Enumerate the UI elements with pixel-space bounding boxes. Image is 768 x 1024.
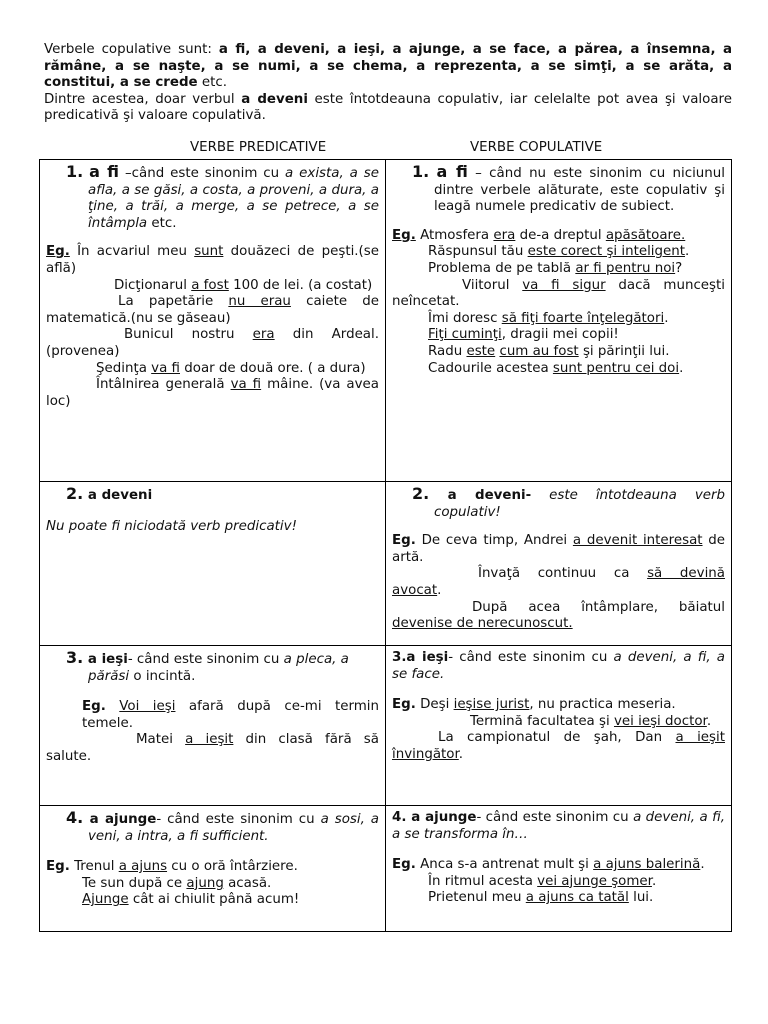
- eg-label: Eg.: [82, 699, 106, 715]
- examples: [392, 228, 725, 377]
- example-text: şi părinţii lui.: [578, 343, 670, 359]
- eg-label: Eg.: [46, 244, 70, 260]
- example-sentence: [46, 294, 379, 327]
- underlined-verb: Ajunge: [82, 892, 129, 908]
- example-text: Viitorul: [462, 277, 523, 293]
- item-number: 3.: [66, 648, 84, 667]
- examples: [46, 244, 379, 410]
- examples: [392, 697, 725, 763]
- example-sentence: [46, 699, 379, 732]
- definition: [46, 810, 379, 845]
- item-number: 3.: [392, 650, 407, 665]
- example-text: În acvariul meu: [77, 244, 195, 260]
- underlined-verb: a ajuns ca tatăl: [525, 890, 629, 906]
- definition-text: este întotdeauna verb copulativ!: [434, 488, 725, 520]
- underlined-verb: a devenit interesat: [572, 533, 703, 549]
- example-sentence: [392, 361, 725, 378]
- underlined-verb: nu erau: [228, 294, 291, 310]
- example-sentence: [392, 857, 725, 874]
- cell-predicative-a-iesi: [40, 646, 386, 806]
- example-text: , nu practica meseria.: [529, 697, 676, 713]
- underlined-verb: să fiţi foarte înţelegători: [501, 310, 665, 326]
- intro-text-span: este întotdeauna copulativ, iar celelalte pot avea şi valoare predicativă şi valoare copulativă.: [44, 91, 732, 124]
- example-text: După acea întâmplare, băiatul: [472, 599, 725, 615]
- example-text: lui.: [628, 890, 654, 906]
- verbs-table: [39, 159, 732, 932]
- cell-predicative-a-ajunge: [40, 806, 386, 932]
- example-sentence: [392, 730, 725, 763]
- example-text: douăzeci de peşti.(se află): [46, 244, 380, 276]
- example-text: Atmosfera: [415, 227, 494, 243]
- example-sentence: [46, 859, 379, 876]
- examples: [46, 859, 379, 909]
- synonyms: a deveni, a fi, a se face.: [392, 650, 725, 682]
- example-text: Matei: [136, 732, 186, 748]
- cell-copulative-a-iesi: [386, 646, 732, 806]
- cell-copulative-a-fi: [386, 160, 732, 482]
- verb-name: a fi: [436, 162, 468, 181]
- example-text: mâine. (va avea loc): [46, 377, 379, 409]
- example-sentence: [392, 311, 725, 328]
- underlined-verb: ajung: [186, 875, 224, 891]
- example-sentence: [46, 327, 379, 360]
- example-text: cu o oră întârziere.: [167, 859, 298, 875]
- example-sentence: [392, 697, 725, 714]
- example-text: 100 de lei. (a costat): [228, 277, 373, 293]
- underlined-predicative: apăsătoare.: [605, 227, 686, 243]
- intro-paragraph-1: [44, 42, 732, 92]
- eg-label: Eg.: [392, 533, 416, 549]
- example-text: Bunicul nostru: [124, 327, 253, 343]
- intro-text: [44, 42, 732, 125]
- example-text: .: [437, 582, 442, 598]
- example-sentence: [46, 892, 379, 909]
- synonyms: a exista, a se afla, a se găsi, a costa, a proveni, a dura, a ţine, a trăi, a merge, a se petrece, a se întâmpla: [88, 166, 379, 231]
- underlined-verb: ieşise jurist: [453, 697, 530, 713]
- underlined-predicative: cum au fost: [499, 343, 579, 359]
- item-number: 1.: [66, 162, 84, 181]
- example-text: caiete de matematică.(nu se găseau): [46, 294, 379, 326]
- definition: [392, 486, 725, 521]
- item-number: 4.: [66, 808, 84, 827]
- example-sentence: [392, 714, 725, 731]
- eg-label: Eg.: [392, 857, 416, 873]
- example-text: acasă.: [223, 875, 272, 891]
- underlined-verb: sunt pentru cei doi: [552, 360, 680, 376]
- example-sentence: [46, 377, 379, 410]
- synonyms: a pleca, a părăsi: [88, 652, 349, 684]
- definition-text: - când este sinonim cu: [476, 810, 634, 825]
- example-text: dacă munceşti neîncetat.: [392, 277, 725, 310]
- example-text: Anca s-a antrenat mult şi: [415, 857, 594, 873]
- example-sentence: [392, 600, 725, 633]
- definition: [392, 164, 725, 216]
- example-text: Termină facultatea şi: [470, 713, 614, 729]
- intro-text-span: Dintre acestea, doar verbul: [44, 91, 242, 107]
- example-text: Cadourile acestea: [428, 360, 553, 376]
- intro-text-span: etc.: [197, 75, 227, 91]
- verb-name: a fi: [89, 162, 120, 181]
- underlined-verb: va fi: [151, 360, 180, 376]
- underlined-verb: va fi sigur: [522, 277, 606, 293]
- definition-text: etc.: [147, 215, 177, 231]
- definition: [46, 164, 379, 232]
- underlined-verb: ar fi pentru noi: [575, 260, 676, 276]
- example-text: de-a dreptul: [515, 227, 606, 243]
- underlined-verb: să devină avocat: [392, 566, 726, 598]
- example-text: La campionatul de şah, Dan: [438, 730, 676, 746]
- example-text: Radu: [428, 343, 467, 359]
- example-text: din Ardeal. (provenea): [46, 327, 379, 359]
- cell-copulative-a-ajunge: [386, 806, 732, 932]
- verb-name: a deveni: [83, 488, 153, 503]
- example-text: .: [700, 857, 705, 873]
- synonyms: a sosi, a veni, a intra, a fi sufficient.: [88, 812, 379, 844]
- example-sentence: [46, 244, 379, 277]
- example-sentence: [392, 566, 725, 599]
- example-text: .: [685, 244, 690, 260]
- definition: [392, 650, 725, 683]
- header-predicative: VERBE PREDICATIVE: [190, 140, 327, 155]
- example-text: de artă.: [392, 533, 726, 565]
- examples: [392, 857, 725, 907]
- underlined-verb: a ieşit: [185, 732, 234, 748]
- cell-predicative-a-fi: [40, 160, 386, 482]
- underlined-verb: era: [252, 327, 275, 343]
- example-sentence: [46, 876, 379, 893]
- example-text: afară după ce-mi termin temele.: [82, 699, 380, 731]
- example-text: Îmi doresc: [428, 310, 502, 326]
- example-sentence: [392, 890, 725, 907]
- table-row: [40, 482, 732, 646]
- example-text: , dragii mei copii!: [501, 327, 619, 343]
- example-text: .: [679, 360, 684, 376]
- verb-name: a ieşi: [83, 652, 128, 667]
- example-text: Problema de pe tablă: [428, 260, 576, 276]
- eg-label: Eg.: [392, 697, 416, 713]
- definition-text: - când este sinonim cu: [127, 652, 284, 667]
- underlined-verb: este corect şi inteligent: [527, 244, 686, 260]
- underlined-verb: devenise de nerecunoscut.: [392, 616, 573, 632]
- table-row: [40, 160, 732, 482]
- example-sentence: [392, 344, 725, 361]
- example-text: De ceva timp, Andrei: [415, 533, 573, 549]
- examples: [392, 533, 725, 633]
- underlined-verb: a ieşit învingător: [392, 730, 725, 762]
- example-text: .: [664, 310, 669, 326]
- always-copulative-verb: a deveni: [241, 91, 308, 107]
- header-copulative: VERBE COPULATIVE: [470, 140, 603, 155]
- note-text: Nu poate fi niciodată verb predicativ!: [46, 518, 297, 534]
- definition-text: - când este sinonim cu: [448, 650, 614, 665]
- verb-name: a ajunge: [406, 810, 477, 825]
- verb-name: a ieşi: [406, 650, 449, 665]
- example-sentence: [392, 228, 725, 245]
- example-text: Întâlnirea generală: [96, 377, 231, 393]
- example-text: din clasă fără să salute.: [46, 732, 379, 764]
- example-text: ?: [675, 260, 683, 276]
- example-text: .: [651, 873, 657, 889]
- table-row: [40, 806, 732, 932]
- example-text: .: [458, 746, 464, 762]
- definition-text: –când este sinonim cu: [119, 166, 286, 181]
- definition: [46, 650, 379, 685]
- intro-text-span: Verbele copulative sunt:: [44, 42, 219, 57]
- example-text: [106, 699, 119, 714]
- example-text: cât ai chiulit până acum!: [128, 892, 300, 908]
- example-sentence: [46, 278, 379, 295]
- example-sentence: [392, 261, 725, 278]
- example-sentence: [392, 278, 725, 311]
- example-text: Dicţionarul: [114, 277, 192, 293]
- example-text: Deşi: [415, 697, 454, 713]
- intro-paragraph-2: [44, 92, 732, 125]
- copulative-verbs-list: a fi, a deveni, a ieşi, a ajunge, a se face, a părea, a însemna, a rămâne, a se naşte, a se numi, a se chema, a reprezenta, a se simţi, a se arăta, a constitui, a se crede: [44, 42, 732, 91]
- eg-label: Eg.: [46, 859, 70, 875]
- table-row: [40, 646, 732, 806]
- example-text: doar de două ore. ( a dura): [180, 360, 366, 376]
- underlined-verb: va fi: [230, 377, 262, 393]
- examples: [46, 699, 379, 765]
- underlined-verb: vei ajunge şomer: [537, 873, 652, 889]
- underlined-verb: a ajuns: [118, 859, 168, 875]
- underlined-verb: era: [493, 227, 516, 243]
- underlined-verb: sunt: [194, 244, 224, 260]
- item-number: 1.: [412, 162, 430, 181]
- underlined-verb: a ajuns balerină: [593, 857, 701, 873]
- example-text: Trenul: [69, 859, 119, 875]
- example-sentence: [392, 874, 725, 891]
- underlined-verb: Fiţi cuminţi: [428, 327, 502, 343]
- example-text: Învaţă continuu ca: [478, 566, 648, 582]
- cell-predicative-a-deveni: [40, 482, 386, 646]
- definition-text: – când nu este sinonim cu niciunul dintre verbele alăturate, este copulativ şi leagă numele predicativ de subiect.: [434, 166, 725, 215]
- example-sentence: [46, 361, 379, 378]
- definition: [392, 810, 725, 843]
- underlined-verb: Voi ieşi: [119, 699, 176, 715]
- example-sentence: [392, 533, 725, 566]
- verb-name: a ajunge: [83, 812, 157, 827]
- example-text: .: [706, 713, 712, 729]
- item-number: 2.: [66, 484, 84, 503]
- column-headers: [40, 140, 732, 158]
- example-text: Te sun după ce: [82, 875, 187, 891]
- item-number: 2.: [412, 484, 430, 503]
- verb-name: a deveni-: [429, 488, 532, 503]
- definition: [46, 486, 379, 505]
- definition-text: o incintă.: [129, 668, 196, 684]
- example-text: Răspunsul tău: [428, 244, 528, 260]
- underlined-verb: este: [466, 343, 496, 359]
- example-text: Prietenul meu: [428, 890, 526, 906]
- underlined-verb: a fost: [191, 277, 229, 293]
- example-sentence: [392, 244, 725, 261]
- definition-text: - când este sinonim cu: [156, 812, 321, 827]
- example-sentence: [46, 732, 379, 765]
- item-number: 4.: [392, 810, 407, 825]
- example-text: La papetărie: [118, 294, 229, 310]
- cell-copulative-a-deveni: [386, 482, 732, 646]
- example-sentence: [392, 327, 725, 344]
- example-text: În ritmul acesta: [428, 873, 538, 889]
- example-text: Şedinţa: [96, 360, 152, 376]
- synonyms: a deveni, a fi, a se transforma în…: [392, 810, 725, 842]
- underlined-verb: vei ieşi doctor: [613, 713, 707, 729]
- eg-label: Eg.: [392, 227, 416, 243]
